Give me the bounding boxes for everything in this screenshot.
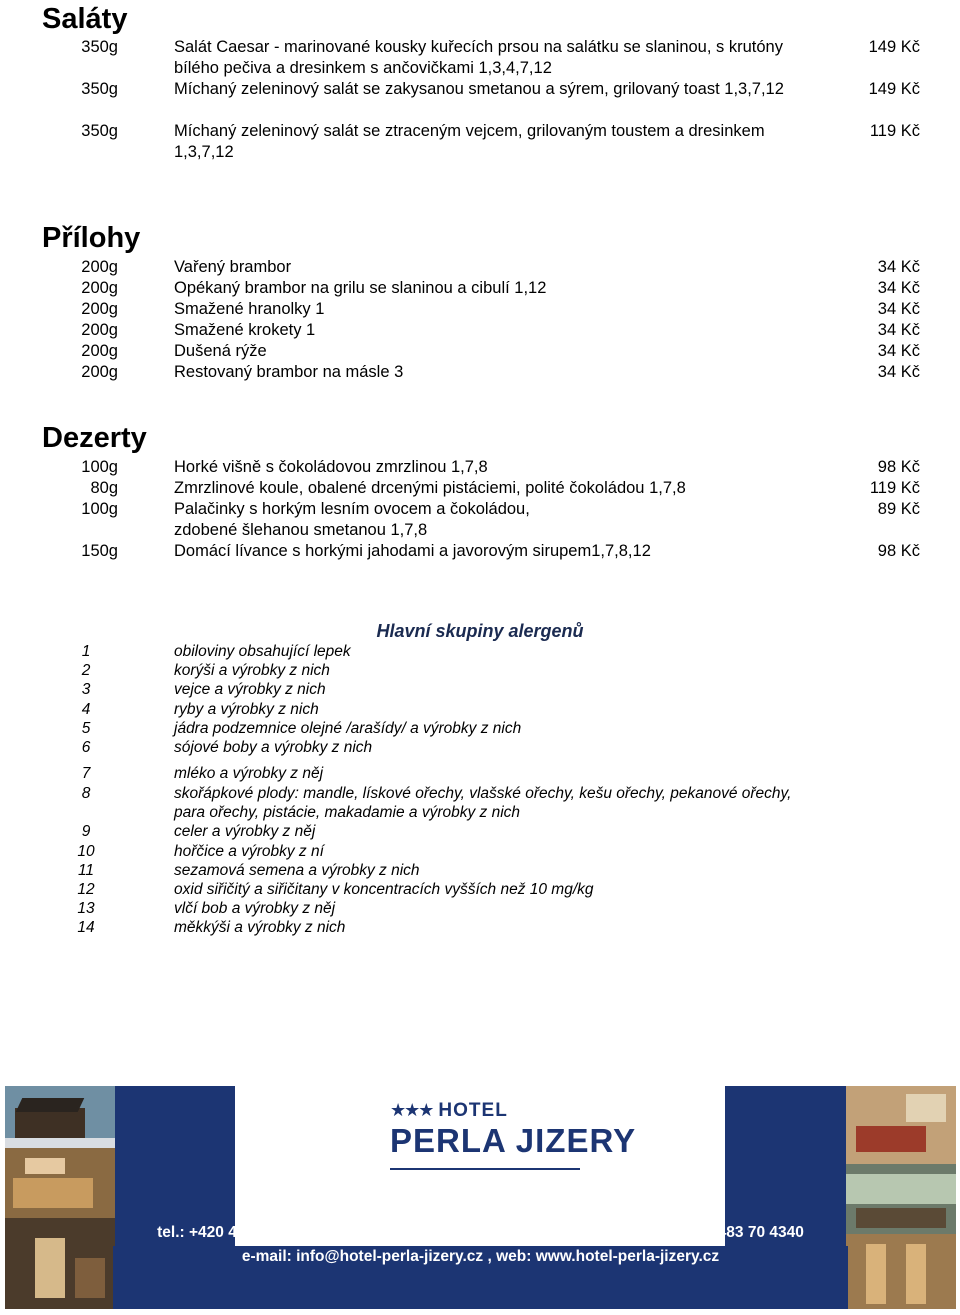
item-price: 119 Kč (869, 122, 920, 140)
allergen-text: celer a výrobky z něj (174, 823, 316, 840)
item-price: 98 Kč (877, 458, 920, 476)
allergen-text: obiloviny obsahující lepek (174, 643, 351, 660)
allergen-number: 4 (81, 701, 91, 718)
item-price: 89 Kč (877, 500, 920, 518)
allergen-text: mléko a výrobky z něj (174, 765, 324, 782)
item-weight: 80g (90, 479, 118, 497)
item-weight: 350g (81, 38, 118, 56)
allergen-text: vejce a výrobky z nich (174, 681, 326, 698)
allergen-number: 8 (81, 785, 91, 802)
item-price: 34 Kč (877, 363, 920, 381)
allergen-text: hořčice a výrobky z ní (174, 843, 324, 860)
hotel-web-email[interactable]: e-mail: info@hotel-perla-jizery.cz , web: www.hotel-perla-jizery.cz (241, 1248, 720, 1265)
hotel-bedroom-photo (846, 1086, 956, 1164)
item-name: Zmrzlinové koule, obalené drcenými pistáciemi, polité čokoládou 1,7,8 (174, 479, 686, 497)
item-name: Smažené hranolky 1 (174, 300, 325, 318)
section-title-prilohy: Přílohy (42, 222, 141, 254)
item-name: Smažené krokety 1 (174, 321, 316, 339)
item-name: Míchaný zeleninový salát se zakysanou smetanou a sýrem, grilovaný toast 1,3,7,12 (174, 80, 784, 98)
hotel-address: Hotel Perla Jizery ***, Josefův Důl 187, 468 44 Josefův Důl (246, 1178, 715, 1197)
hotel-exterior-photo (5, 1086, 115, 1148)
item-price: 119 Kč (869, 479, 920, 497)
allergens-title: Hlavní skupiny alergenů (376, 621, 584, 641)
allergen-number: 14 (77, 919, 95, 936)
allergen-number: 10 (77, 843, 95, 860)
allergen-text: korýši a výrobky z nich (174, 662, 330, 679)
allergen-number: 12 (77, 881, 95, 898)
item-price: 34 Kč (877, 342, 920, 360)
hotel-word: HOTEL (438, 1100, 508, 1121)
allergen-number: 11 (77, 862, 95, 879)
allergen-text: měkkýši a výrobky z nich (174, 919, 346, 936)
hotel-dorm-photo (846, 1234, 956, 1309)
item-name: Horké višně s čokoládovou zmrzlinou 1,7,8 (174, 458, 488, 476)
item-price: 34 Kč (877, 300, 920, 318)
allergen-number: 2 (81, 662, 91, 679)
item-weight: 350g (81, 80, 118, 98)
item-weight: 100g (81, 500, 118, 518)
item-price: 149 Kč (868, 38, 920, 56)
item-weight: 200g (81, 363, 118, 381)
allergen-text: jádra podzemnice olejné /arašídy/ a výrobky z nich (174, 720, 522, 737)
section-title-salaty: Saláty (42, 3, 128, 35)
hotel-logo-line (390, 1100, 508, 1122)
item-name: Opékaný brambor na grilu se slaninou a cibulí 1,12 (174, 279, 547, 297)
item-weight: 150g (81, 542, 118, 560)
item-name: Palačinky s horkým lesním ovocem a čokoládou, zdobené šlehanou smetanou 1,7,8 (174, 500, 530, 539)
section-title-dezerty: Dezerty (42, 422, 147, 454)
allergen-text: oxid siřičitý a siřičitany v koncentracích vyšších než 10 mg/kg (174, 881, 594, 898)
item-weight: 200g (81, 342, 118, 360)
item-name: Domácí lívance s horkými jahodami a javorovým sirupem1,7,8,12 (174, 542, 651, 560)
item-weight: 200g (81, 258, 118, 276)
item-name: Salát Caesar - marinované kousky kuřecích prsou na salátku se slaninou, s krutóny bílého pečiva a dresinkem s ančovičkami 1,3,4,7,12 (174, 38, 783, 77)
item-name: Vařený brambor (174, 258, 292, 276)
item-price: 34 Kč (877, 321, 920, 339)
star-rating-icon: ★★★ (390, 1100, 433, 1120)
item-name: Míchaný zeleninový salát se ztraceným vejcem, grilovaným toustem a dresinkem 1,3,7,12 (174, 122, 765, 161)
hotel-brand-name: PERLA JIZERY (390, 1122, 637, 1159)
item-price: 34 Kč (877, 258, 920, 276)
item-name: Restovaný brambor na másle 3 (174, 363, 404, 381)
allergen-number: 1 (81, 643, 91, 660)
item-name: Dušená rýže (174, 342, 267, 360)
item-price: 149 Kč (868, 80, 920, 98)
allergen-text: vlčí bob a výrobky z něj (174, 900, 336, 917)
logo-underline (390, 1168, 580, 1170)
allergen-text: skořápkové plody: mandle, lískové ořechy, vlašské ořechy, kešu ořechy, pekanové ořechy, para ořechy, pistácie, makadamie a výrobky z nich (174, 785, 792, 822)
item-weight: 200g (81, 321, 118, 339)
item-weight: 200g (81, 300, 118, 318)
item-weight: 200g (81, 279, 118, 297)
item-weight: 100g (81, 458, 118, 476)
hotel-phones: tel.: +420 483 704 339 - recepce, tel.: +420 603 991 234 - rezervace, fax: +420 483 70 4340 (157, 1224, 804, 1241)
allergen-text: ryby a výrobky z nich (174, 701, 319, 718)
allergen-number: 7 (81, 765, 91, 782)
item-weight: 350g (81, 122, 118, 140)
allergen-text: sezamová semena a výrobky z nich (174, 862, 420, 879)
item-price: 34 Kč (877, 279, 920, 297)
allergen-text: sójové boby a výrobky z nich (174, 739, 373, 756)
allergen-number: 5 (81, 720, 91, 737)
allergen-number: 13 (77, 900, 95, 917)
allergen-number: 9 (81, 823, 91, 840)
hotel-banner (5, 1086, 956, 1309)
item-price: 98 Kč (877, 542, 920, 560)
allergen-number: 6 (81, 739, 91, 756)
allergen-number: 3 (81, 681, 91, 698)
